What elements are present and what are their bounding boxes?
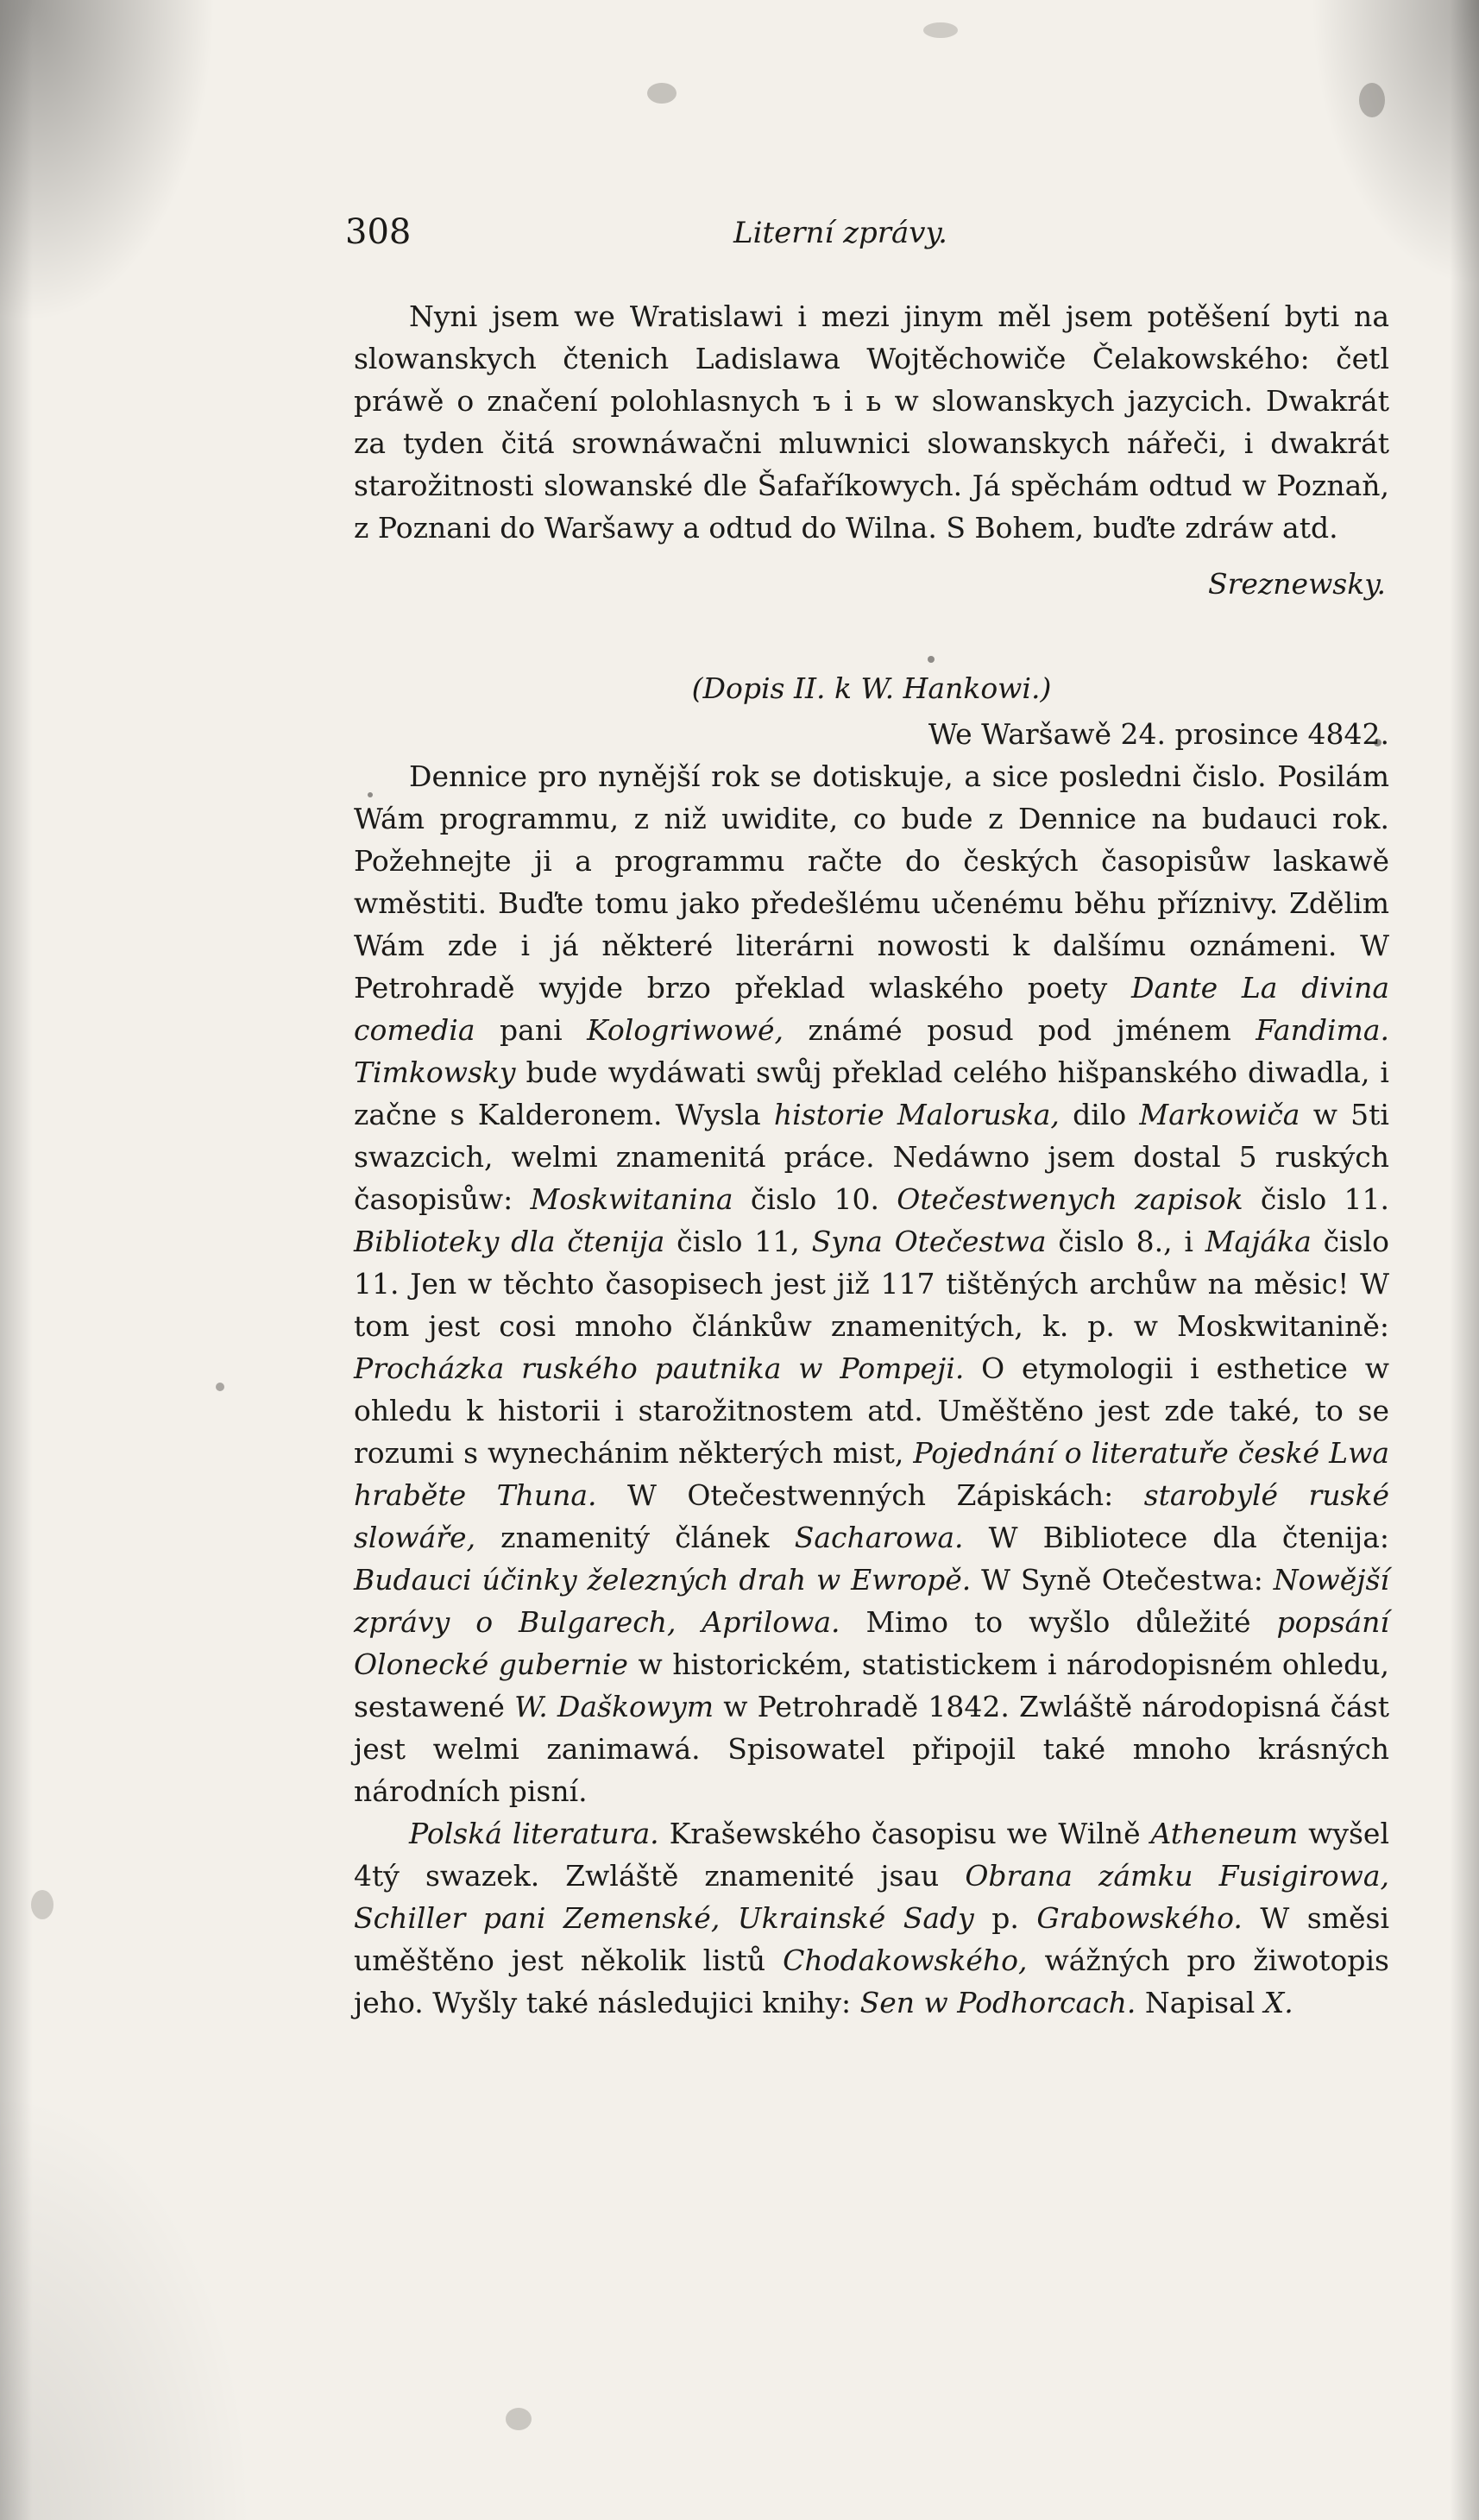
italic-title: X. [1263,1986,1293,2019]
italic-title: popsání Olonecké gubernie [354,1605,1389,1681]
ink-speck [1359,83,1385,117]
italic-title: Kologriwowé, [587,1013,784,1047]
text-run: znamenitý článek [475,1521,795,1554]
text-run: O etymologii i esthetice w ohledu k historii i starožitnostem atd. Uměštěno jest zde také, to se rozumi s wynechánim některých mist, [354,1351,1389,1470]
italic-title: Markowiča [1139,1098,1300,1131]
ink-speck [31,1890,53,1919]
text-run: Dennice pro nynější rok se dotiskuje, a sice posledni čislo. Posilám Wám programmu, z niž uwidite, co bude z Dennice na budauci rok. Požehnejte ji a programmu račte do českých časopisůw laskawě wměstiti. Buďte tomu jako předešlému učenému běhu příznivy. Zdělim Wám zde i já některé literárni nowosti k dalšímu oznámeni. W Petrohradě wyjde brzo překlad wlaského poety [354,759,1389,1005]
text-run: čislo 11, [664,1225,812,1258]
text-run: dilo [1059,1098,1140,1131]
text-run: čislo 10. [733,1182,897,1216]
page-number: 308 [345,212,412,252]
italic-title: Majáka [1205,1225,1312,1258]
letter-one [354,295,1389,2024]
letter-two-paragraph [354,755,1389,1812]
text-run: Napisal [1136,1986,1264,2019]
italic-title: Sacharowa. [794,1521,964,1554]
text-run: w 5ti swazcich, welmi znamenitá práce. Nedáwno jsem dostal 5 ruských časopisůw: [354,1098,1389,1216]
italic-title: Moskwitanina [530,1182,733,1216]
italic-title: Otečestwenych zapisok [897,1182,1243,1216]
italic-title: Procházka ruského pautnika w Pompeji. [354,1351,965,1385]
text-run: známé posud pod jménem [784,1013,1256,1047]
text-run: p. [973,1901,1037,1935]
italic-title: historie Maloruska, [773,1098,1060,1131]
ink-speck [506,2408,532,2430]
italic-title: Syna Otečestwa [811,1225,1047,1258]
text-run: čislo 11. Jen w těchto časopisech jest již 117 tištěných archůw na měsic! W tom jest cosi mnoho článkůw znamenitých, k. p. w Moskwitanině: [354,1225,1390,1343]
italic-title: W. Daškowym [514,1690,714,1723]
italic-title: Biblioteky dla čtenija [354,1225,665,1258]
ink-speck [216,1383,224,1391]
italic-title: Pojednání o literatuře české Lwa hraběte Thuna. [354,1436,1389,1512]
text-run: wyšel 4tý swazek. Zwláště znamenité jsau [354,1817,1389,1893]
text-run: w historickém, statistickem i národopisném ohledu, sestawené [354,1647,1389,1723]
running-title: Literní zprávy. [733,216,947,250]
text-run: Krašewského časopisu we Wilně [658,1817,1151,1850]
italic-title: Grabowského. [1036,1901,1243,1935]
text-run: W směsi uměštěno jest několik listů [354,1901,1390,1977]
signature: Sreznewsky. [1207,567,1386,601]
letter-one-paragraph: Nyni jsem we Wratislawi i mezi jinym měl jsem potěšení byti na slowanskych čtenich Ladislawa Wojtěchowiče Čelakowského: četl práwě o značení polohlasnych ъ i ь w slowanskych jazycich. Dwakrát za tyden čitá srownáwačni mluwnici slowanskych nářeči, i dwakrát starožitnosti slowanské dle Šafaříkowych. Já spěchám odtud w Poznaň, z Poznani do Waršawy a odtud do Wilna. S Bohem, buďte zdráw atd. [354,299,1389,545]
letter-two-heading: (Dopis II. k W. Hankowi.) [691,671,1052,705]
text-run: čislo 11. [1243,1182,1390,1216]
ink-speck [923,22,958,38]
polish-literature-paragraph [354,1812,1389,2024]
italic-title: Dante La divina comedia [354,971,1389,1047]
running-head [345,212,1389,264]
text-run: čislo 8., i [1046,1225,1205,1258]
text-run: Mimo to wyšlo důležité [840,1605,1277,1639]
italic-title: Sen w Podhorcach. [859,1986,1136,2019]
dateline: We Waršawě 24. prosince 4842. [928,717,1389,751]
italic-title: Atheneum [1150,1817,1299,1850]
italic-title: Chodakowského, [783,1944,1028,1977]
text-run: W Otečestwenných Zápiskách: [596,1478,1144,1512]
text-run: wážných pro žiwotopis jeho. Wyšly také následujici knihy: [354,1944,1389,2019]
italic-title: Polská literatura. [409,1817,659,1850]
italic-title: Budauci účinky železných drah w Ewropě. [354,1563,972,1597]
italic-title: Timkowsky [354,1055,516,1089]
text-run: W Syně Otečestwa: [971,1563,1274,1597]
italic-title: starobylé ruské slowáře, [354,1478,1389,1554]
text-run: bude wydáwati swůj překlad celého hišpanského diwadla, i začne s Kalderonem. Wysla [354,1055,1389,1131]
text-run: w Petrohradě 1842. Zwláště národopisná část jest welmi zanimawá. Spisowatel připojil také mnoho krásných národních pisní. [354,1690,1389,1808]
text-run: pani [475,1013,588,1047]
italic-title: Obrana zámku Fusigirowa, Schiller pani Zemenské, Ukrainské Sady [354,1859,1389,1935]
italic-title: Nowější zprávy o Bulgarech, Aprilowa. [354,1563,1389,1639]
text-run: W Bibliotece dla čtenija: [963,1521,1389,1554]
ink-speck [647,83,677,104]
italic-title: Fandima. [1256,1013,1389,1047]
